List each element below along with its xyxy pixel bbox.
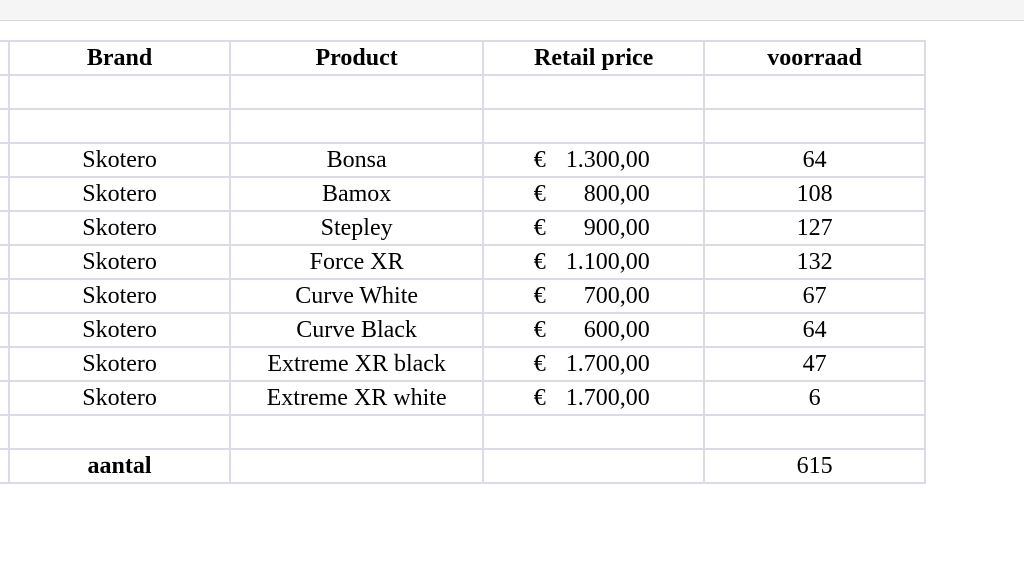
product-cell-text: Bamox xyxy=(321,181,392,207)
brand-cell[interactable] xyxy=(9,177,230,211)
total-value-cell-text: 615 xyxy=(796,453,833,479)
brand-cell-text: Skotero xyxy=(82,317,157,343)
table-row xyxy=(0,381,925,415)
stock-cell-text: 6 xyxy=(808,385,821,411)
empty-cell[interactable] xyxy=(230,415,483,449)
row-stub-cell[interactable] xyxy=(0,211,9,245)
table-row xyxy=(0,313,925,347)
currency-symbol: € xyxy=(533,215,546,241)
brand-cell[interactable] xyxy=(9,313,230,347)
brand-cell[interactable] xyxy=(9,143,230,177)
row-stub-cell[interactable] xyxy=(0,449,9,483)
stock-cell[interactable] xyxy=(704,177,925,211)
product-cell-text: Extreme XR white xyxy=(266,385,447,411)
header-retail-price[interactable]: Retail price xyxy=(483,41,704,75)
brand-cell[interactable] xyxy=(9,211,230,245)
stock-cell[interactable] xyxy=(704,279,925,313)
table-row xyxy=(0,347,925,381)
empty-cell[interactable] xyxy=(230,75,483,109)
currency-symbol: € xyxy=(533,249,546,275)
price-amount: 1.300,00 xyxy=(565,147,650,173)
currency-symbol: € xyxy=(533,283,546,309)
empty-row xyxy=(0,109,925,143)
product-cell[interactable] xyxy=(230,245,483,279)
row-stub-cell[interactable] xyxy=(0,177,9,211)
price-value xyxy=(534,246,654,278)
table-row xyxy=(0,143,925,177)
price-value xyxy=(534,178,654,210)
price-cell[interactable] xyxy=(483,347,704,381)
price-amount: 900,00 xyxy=(583,215,650,241)
price-amount: 800,00 xyxy=(583,181,650,207)
row-stub-cell[interactable] xyxy=(0,415,9,449)
price-amount: 700,00 xyxy=(583,283,650,309)
price-cell[interactable] xyxy=(483,279,704,313)
total-label-cell[interactable] xyxy=(9,449,230,483)
currency-symbol: € xyxy=(533,317,546,343)
brand-cell-text: Skotero xyxy=(82,283,157,309)
stock-cell[interactable] xyxy=(704,211,925,245)
currency-symbol: € xyxy=(533,181,546,207)
brand-cell-text: Skotero xyxy=(82,249,157,275)
product-cell-text: Force XR xyxy=(309,249,404,275)
header-row xyxy=(0,41,925,75)
empty-cell[interactable] xyxy=(483,75,704,109)
stock-cell[interactable] xyxy=(704,143,925,177)
empty-cell[interactable] xyxy=(483,109,704,143)
header-product[interactable]: Product xyxy=(230,41,483,75)
product-cell-text: Stepley xyxy=(320,215,393,241)
empty-cell[interactable] xyxy=(704,75,925,109)
stock-cell[interactable] xyxy=(704,313,925,347)
row-stub-cell[interactable] xyxy=(0,109,9,143)
brand-cell[interactable] xyxy=(9,347,230,381)
stock-cell-text: 108 xyxy=(796,181,833,207)
brand-cell-text: Skotero xyxy=(82,147,157,173)
product-cell[interactable] xyxy=(230,381,483,415)
price-cell[interactable] xyxy=(483,381,704,415)
brand-cell[interactable] xyxy=(9,381,230,415)
price-value xyxy=(534,348,654,380)
brand-cell[interactable] xyxy=(9,279,230,313)
stock-cell[interactable] xyxy=(704,381,925,415)
price-cell[interactable] xyxy=(483,245,704,279)
row-stub-cell[interactable] xyxy=(0,347,9,381)
price-amount: 1.100,00 xyxy=(565,249,650,275)
price-value xyxy=(534,280,654,312)
empty-row xyxy=(0,75,925,109)
table-row xyxy=(0,177,925,211)
product-cell[interactable] xyxy=(230,177,483,211)
empty-cell[interactable] xyxy=(9,109,230,143)
total-value-cell[interactable] xyxy=(704,449,925,483)
price-value xyxy=(534,212,654,244)
price-cell[interactable] xyxy=(483,143,704,177)
brand-cell-text: Skotero xyxy=(82,215,157,241)
price-cell[interactable] xyxy=(483,211,704,245)
stock-cell-text: 127 xyxy=(796,215,833,241)
stock-cell-text: 64 xyxy=(802,147,827,173)
stock-cell[interactable] xyxy=(704,245,925,279)
empty-row xyxy=(0,415,925,449)
brand-cell-text: Skotero xyxy=(82,181,157,207)
product-cell-text: Extreme XR black xyxy=(267,351,446,377)
price-amount: 1.700,00 xyxy=(565,385,650,411)
price-cell[interactable] xyxy=(483,313,704,347)
row-stub-cell[interactable] xyxy=(0,279,9,313)
stock-cell-text: 132 xyxy=(796,249,833,275)
row-stub-cell[interactable] xyxy=(0,245,9,279)
brand-cell-text: Skotero xyxy=(82,351,157,377)
row-stub-cell[interactable] xyxy=(0,381,9,415)
table-row xyxy=(0,279,925,313)
brand-cell[interactable] xyxy=(9,245,230,279)
total-row xyxy=(0,449,925,483)
product-cell-text: Curve Black xyxy=(296,317,417,343)
product-cell[interactable] xyxy=(230,347,483,381)
empty-cell[interactable] xyxy=(483,415,704,449)
total-label-cell-text: aantal xyxy=(87,453,152,479)
empty-cell[interactable] xyxy=(230,449,483,483)
stock-cell[interactable] xyxy=(704,347,925,381)
brand-cell-text: Skotero xyxy=(82,385,157,411)
header-brand[interactable]: Brand xyxy=(9,41,230,75)
product-cell-text: Bonsa xyxy=(326,147,387,173)
stock-cell-text: 67 xyxy=(802,283,827,309)
product-cell[interactable] xyxy=(230,143,483,177)
empty-cell[interactable] xyxy=(704,109,925,143)
row-stub-cell[interactable] xyxy=(0,41,9,75)
row-stub-cell[interactable] xyxy=(0,313,9,347)
table-row xyxy=(0,211,925,245)
currency-symbol: € xyxy=(533,147,546,173)
empty-cell[interactable] xyxy=(9,75,230,109)
price-value xyxy=(534,382,654,414)
row-stub-cell[interactable] xyxy=(0,143,9,177)
empty-cell[interactable] xyxy=(9,415,230,449)
header-voorraad[interactable]: voorraad xyxy=(704,41,925,75)
currency-symbol: € xyxy=(533,351,546,377)
stock-cell-text: 47 xyxy=(802,351,827,377)
empty-cell[interactable] xyxy=(704,415,925,449)
row-stub-cell[interactable] xyxy=(0,75,9,109)
price-amount: 1.700,00 xyxy=(565,351,650,377)
price-value xyxy=(534,144,654,176)
currency-symbol: € xyxy=(533,385,546,411)
price-cell[interactable] xyxy=(483,177,704,211)
price-value xyxy=(534,314,654,346)
window-top-bar xyxy=(0,0,1024,21)
empty-cell[interactable] xyxy=(483,449,704,483)
product-cell[interactable] xyxy=(230,279,483,313)
spreadsheet-table xyxy=(0,40,926,484)
table-row xyxy=(0,245,925,279)
product-cell[interactable] xyxy=(230,313,483,347)
product-cell-text: Curve White xyxy=(295,283,419,309)
stock-cell-text: 64 xyxy=(802,317,827,343)
price-amount: 600,00 xyxy=(583,317,650,343)
empty-cell[interactable] xyxy=(230,109,483,143)
product-cell[interactable] xyxy=(230,211,483,245)
